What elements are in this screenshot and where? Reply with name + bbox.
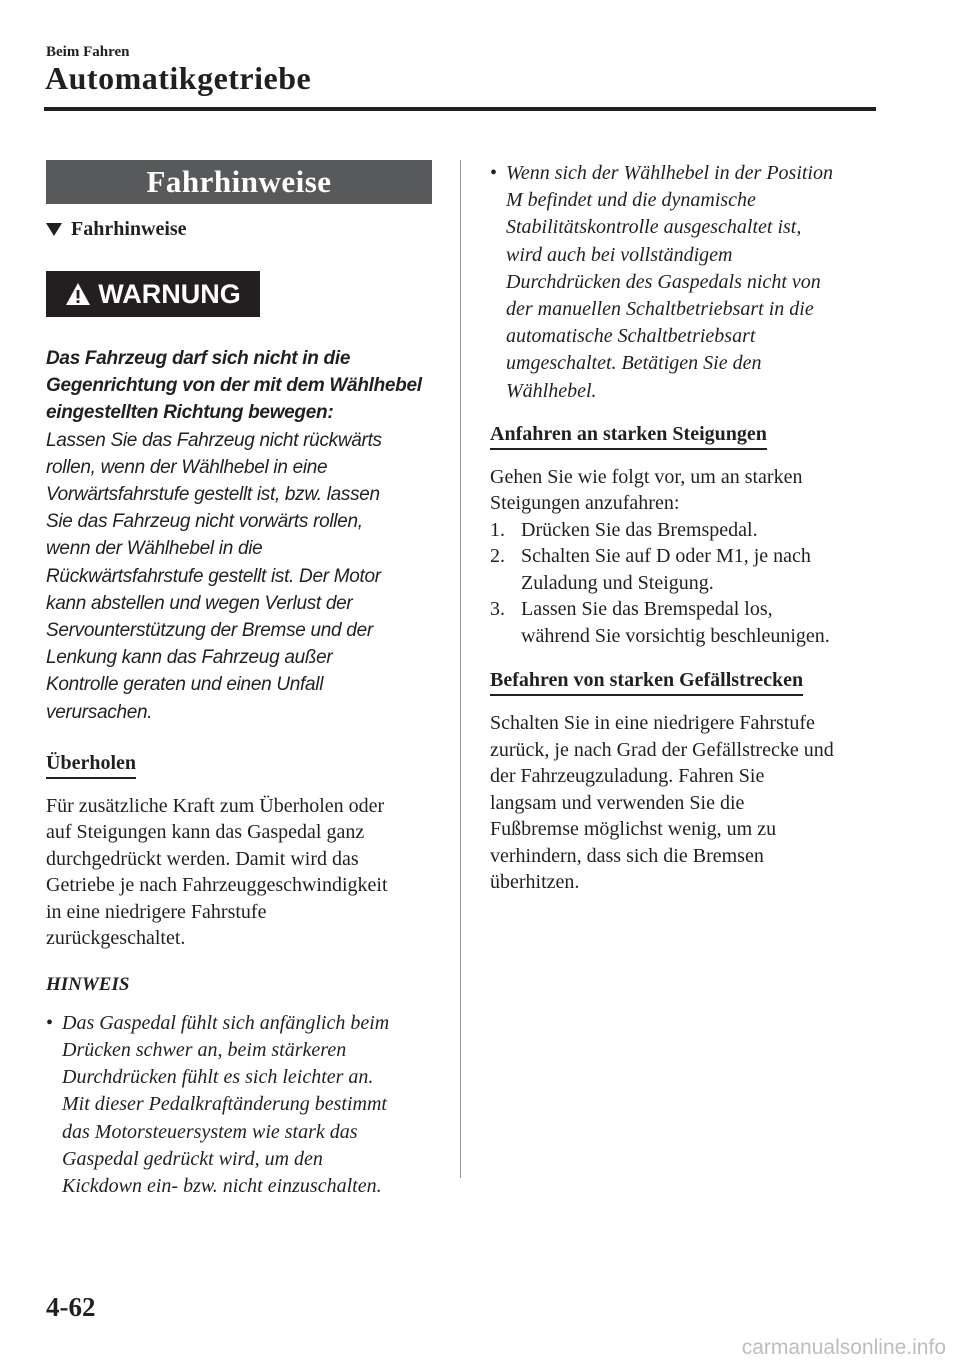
note-line: Wählhebel. <box>506 379 597 402</box>
warning-line: Lassen Sie das Fahrzeug nicht rückwärts <box>46 429 382 451</box>
text-line: zurückgeschaltet. <box>46 927 186 950</box>
note-line: Stabilitätskontrolle ausgeschaltet ist, <box>506 216 802 239</box>
step-item <box>490 596 882 649</box>
text-line: zurück, je nach Grad der Gefällstrecke und <box>490 738 834 761</box>
section-banner: Fahrhinweise <box>46 160 432 204</box>
note-line: Durchdrücken des Gaspedals nicht von <box>506 270 821 293</box>
step-item <box>490 517 882 544</box>
heading-ueberholen: Überholen <box>46 750 136 779</box>
note-line: Drücken schwer an, beim stärkeren <box>62 1039 347 1062</box>
page-number: 4-62 <box>46 1292 96 1322</box>
step-number: 1. <box>490 518 505 541</box>
subheading-text: Fahrhinweise <box>71 218 187 240</box>
note-line: Mit dieser Pedalkraftänderung bestimmt <box>62 1093 387 1116</box>
note-line: das Motorsteuersystem wie stark das <box>62 1120 358 1143</box>
note-line: wird auch bei vollständigem <box>506 243 733 266</box>
heading-anfahren-steigungen: Anfahren an starken Steigungen <box>490 421 767 450</box>
text-line: der Fahrzeugzuladung. Fahren Sie <box>490 765 765 788</box>
warning-text <box>46 345 434 726</box>
text-line: durchgedrückt werden. Damit wird das <box>46 847 359 870</box>
text-line: verhindern, dass sich die Bremsen <box>490 844 764 867</box>
overtaking-text <box>46 793 434 952</box>
note-label: HINWEIS <box>46 973 130 995</box>
bullet-dot: • <box>46 1011 54 1034</box>
note-line: der manuellen Schaltbetriebsart in die <box>506 298 814 321</box>
note-line: Kickdown ein- bzw. nicht einzuschalten. <box>62 1175 382 1198</box>
left-column <box>46 160 434 1200</box>
running-header-section: Beim Fahren <box>46 44 130 60</box>
note-line: Durchdrücken fühlt es sich leichter an. <box>62 1066 374 1089</box>
uphill-intro <box>490 464 882 517</box>
warning-line: Kontrolle geraten und einen Unfall <box>46 674 324 696</box>
note-line: Wenn sich der Wählhebel in der Position <box>506 162 833 184</box>
step-number: 3. <box>490 598 505 621</box>
warning-bold-line: eingestellten Richtung bewegen: <box>46 402 334 424</box>
warning-bold-line: Das Fahrzeug darf sich nicht in die <box>46 348 351 369</box>
warning-line: Vorwärtsfahrstufe gestellt ist, bzw. lassen <box>46 484 380 506</box>
warning-line: rollen, wenn der Wählhebel in eine <box>46 456 328 478</box>
note-bullet-item <box>46 1010 434 1200</box>
text-line: Schalten Sie in eine niedrigere Fahrstufe <box>490 712 815 735</box>
note-line: M befindet und die dynamische <box>506 189 756 212</box>
warning-badge <box>46 271 260 317</box>
warning-line: kann abstellen und wegen Verlust der <box>46 592 353 614</box>
note-line: Das Gaspedal fühlt sich anfänglich beim <box>62 1011 390 1034</box>
subheading <box>46 218 434 241</box>
column-divider <box>460 160 461 1178</box>
text-line: Steigungen anzufahren: <box>490 492 680 515</box>
step-number: 2. <box>490 545 505 568</box>
note-line: Gaspedal gedrückt wird, um den <box>62 1147 323 1170</box>
text-line: Fußbremse möglichst wenig, um zu <box>490 818 777 841</box>
warning-line: Rückwärtsfahrstufe gestellt ist. Der Motor <box>46 565 381 587</box>
step-line: Zuladung und Steigung. <box>521 571 714 594</box>
uphill-steps <box>490 517 882 650</box>
warning-label: WARNUNG <box>98 278 241 309</box>
warning-line: Sie das Fahrzeug nicht vorwärts rollen, <box>46 511 363 533</box>
text-line: überhitzen. <box>490 871 580 894</box>
triangle-down-icon <box>46 223 62 236</box>
step-line: Lassen Sie das Bremspedal los, <box>521 598 773 621</box>
warning-line: Lenkung kann das Fahrzeug außer <box>46 647 333 669</box>
text-line: Getriebe je nach Fahrzeuggeschwindigkeit <box>46 874 388 897</box>
downhill-text <box>490 710 882 896</box>
warning-line: Servounterstützung der Bremse und der <box>46 620 373 642</box>
running-header-title: Automatikgetriebe <box>45 60 312 96</box>
note-line: umgeschaltet. Betätigen Sie den <box>506 352 762 375</box>
step-line: während Sie vorsichtig beschleunigen. <box>521 624 830 647</box>
step-item <box>490 543 882 596</box>
note-bullet-item <box>490 160 882 405</box>
right-column <box>490 160 882 896</box>
step-line: Drücken Sie das Bremspedal. <box>521 518 758 541</box>
warning-bold-line: Gegenrichtung von der mit dem Wählhebel <box>46 375 422 397</box>
watermark-link[interactable]: carmanualsonline.info <box>741 1336 946 1359</box>
warning-line: wenn der Wählhebel in die <box>46 538 263 560</box>
note-line: automatische Schaltbetriebsart <box>506 325 756 348</box>
header-rule <box>44 107 876 111</box>
warning-triangle-icon <box>65 282 91 306</box>
text-line: auf Steigungen kann das Gaspedal ganz <box>46 821 365 844</box>
text-line: langsam und verwenden Sie die <box>490 791 745 814</box>
text-line: Für zusätzliche Kraft zum Überholen oder <box>46 794 385 817</box>
heading-gefaellstrecken: Befahren von starken Gefällstrecken <box>490 667 803 696</box>
warning-line: verursachen. <box>46 701 153 723</box>
bullet-dot: • <box>490 162 498 184</box>
text-line: Gehen Sie wie folgt vor, um an starken <box>490 465 803 488</box>
text-line: in eine niedrigere Fahrstufe <box>46 900 267 923</box>
step-line: Schalten Sie auf D oder M1, je nach <box>521 545 811 568</box>
